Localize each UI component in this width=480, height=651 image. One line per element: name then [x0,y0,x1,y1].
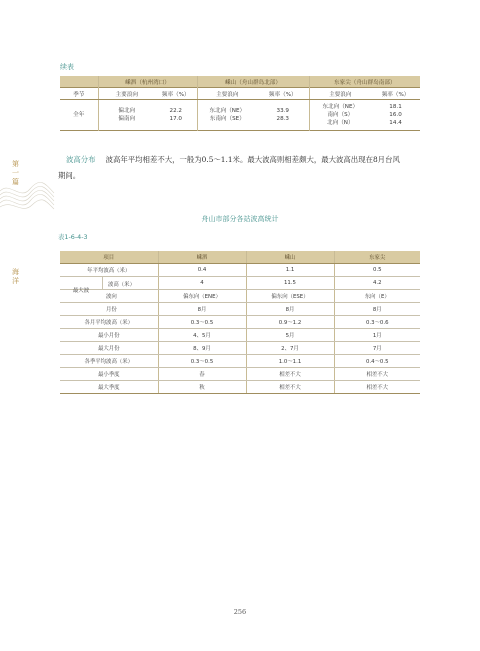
table2-header: 项目 [60,251,158,264]
table1-freq-header: 频率（%） [155,88,197,100]
dir-value: 东南向（SE） [209,116,245,122]
table1-direction-header: 主要浪向 [197,88,257,100]
cell: 4、5月 [158,329,246,342]
cell: 东向（E） [334,290,420,303]
cell: 8月 [246,303,334,316]
row-label: 月份 [60,303,158,316]
dir-value: 东北向（NE） [209,108,246,114]
cell: 8月 [334,303,420,316]
table1-season-cell: 全年 [60,100,98,131]
freq-value: 22.2 [169,108,182,114]
continued-label: 续表 [60,63,74,71]
sub-label: 波高（米） [108,282,135,288]
cell: 春 [158,368,246,381]
table-title: 舟山市部分各站波高统计 [201,215,279,223]
row-label: 最大月份 [60,342,158,355]
cell: 4.2 [334,277,420,290]
row-label [60,277,158,294]
freq-value: 14.4 [389,120,402,126]
table1-freq-cell [155,100,197,131]
table2-header: 东家尖 [334,251,420,264]
cell: 偏东向（ENE） [158,290,246,303]
cell: 0.3～0.5 [158,316,246,329]
table1-blank-header [60,76,98,88]
wave-direction-table [60,76,420,131]
row-label: 各月平均波高（米） [60,316,158,329]
section-heading: 波高分布 [66,155,96,164]
group-label: 最大波 [72,288,90,294]
paragraph-line: 期间。 [58,171,81,180]
cell: 2、7月 [246,342,334,355]
cell: 秋 [158,381,246,394]
freq-value: 17.0 [169,116,182,122]
cell: 0.3～0.5 [158,355,246,368]
paragraph-line: 波高年平均相差不大，一般为0.5～1.1米。最大波高则相差颇大，最大波高出现在8月台风 [105,155,400,164]
dir-value: 北向（N） [327,120,354,126]
table1-dir-cell [197,100,257,131]
freq-value: 28.3 [276,116,289,122]
cell: 11.5 [246,277,334,290]
table1-direction-header: 主要浪向 [309,88,371,100]
cell: 8、9月 [158,342,246,355]
table1-station-header: 嵊泗（杭州湾口） [98,76,197,88]
table1-freq-cell [371,100,420,131]
table2-header: 嵊泗 [158,251,246,264]
row-label: 最大季度 [60,381,158,394]
table1-station-header: 东家尖（舟山群岛南部） [309,76,420,88]
dir-value: 南向（S） [327,112,354,118]
row-label: 年平均波高（米） [60,264,158,277]
freq-value: 33.9 [276,108,289,114]
table-number: 表1-6-4-3 [58,233,88,241]
cell: 0.4 [158,264,246,277]
row-label: 最小季度 [60,368,158,381]
table1-freq-cell [257,100,309,131]
dir-value: 东北向（NE） [322,104,359,110]
table2-header: 嵊山 [246,251,334,264]
wave-height-table [60,251,420,394]
table1-dir-cell [98,100,155,131]
row-label: 最小月份 [60,329,158,342]
row-label: 波向 [60,290,158,303]
cell: 相差不大 [246,368,334,381]
cell: 偏东向（ESE） [246,290,334,303]
paragraph [58,152,426,184]
page-number: 256 [233,608,247,616]
cell: 1月 [334,329,420,342]
chapter-label: 第一篇 [12,160,19,186]
freq-value: 18.1 [389,104,402,110]
cell: 8月 [158,303,246,316]
dir-value: 偏北向 [118,108,136,114]
cell: 0.3～0.6 [334,316,420,329]
table1-station-header: 嵊山（舟山群岛北部） [197,76,309,88]
cell: 1.0～1.1 [246,355,334,368]
cell: 0.5 [334,264,420,277]
cell: 1.1 [246,264,334,277]
cell: 7月 [334,342,420,355]
table1-freq-header: 频率（%） [371,88,420,100]
section-label: 海洋 [12,268,19,285]
cell: 0.9～1.2 [246,316,334,329]
row-label: 各季平均波高（米） [60,355,158,368]
cell: 0.4～0.5 [334,355,420,368]
table1-direction-header: 主要浪向 [98,88,155,100]
cell: 相差不大 [334,381,420,394]
cell: 5月 [246,329,334,342]
table1-season-header: 季节 [60,88,98,100]
table1-dir-cell [309,100,371,131]
cell: 相差不大 [246,381,334,394]
wave-decoration [0,175,54,215]
cell: 4 [158,277,246,290]
freq-value: 16.0 [389,112,402,118]
dir-value: 偏南向 [118,116,136,122]
table1-freq-header: 频率（%） [257,88,309,100]
cell: 相差不大 [334,368,420,381]
